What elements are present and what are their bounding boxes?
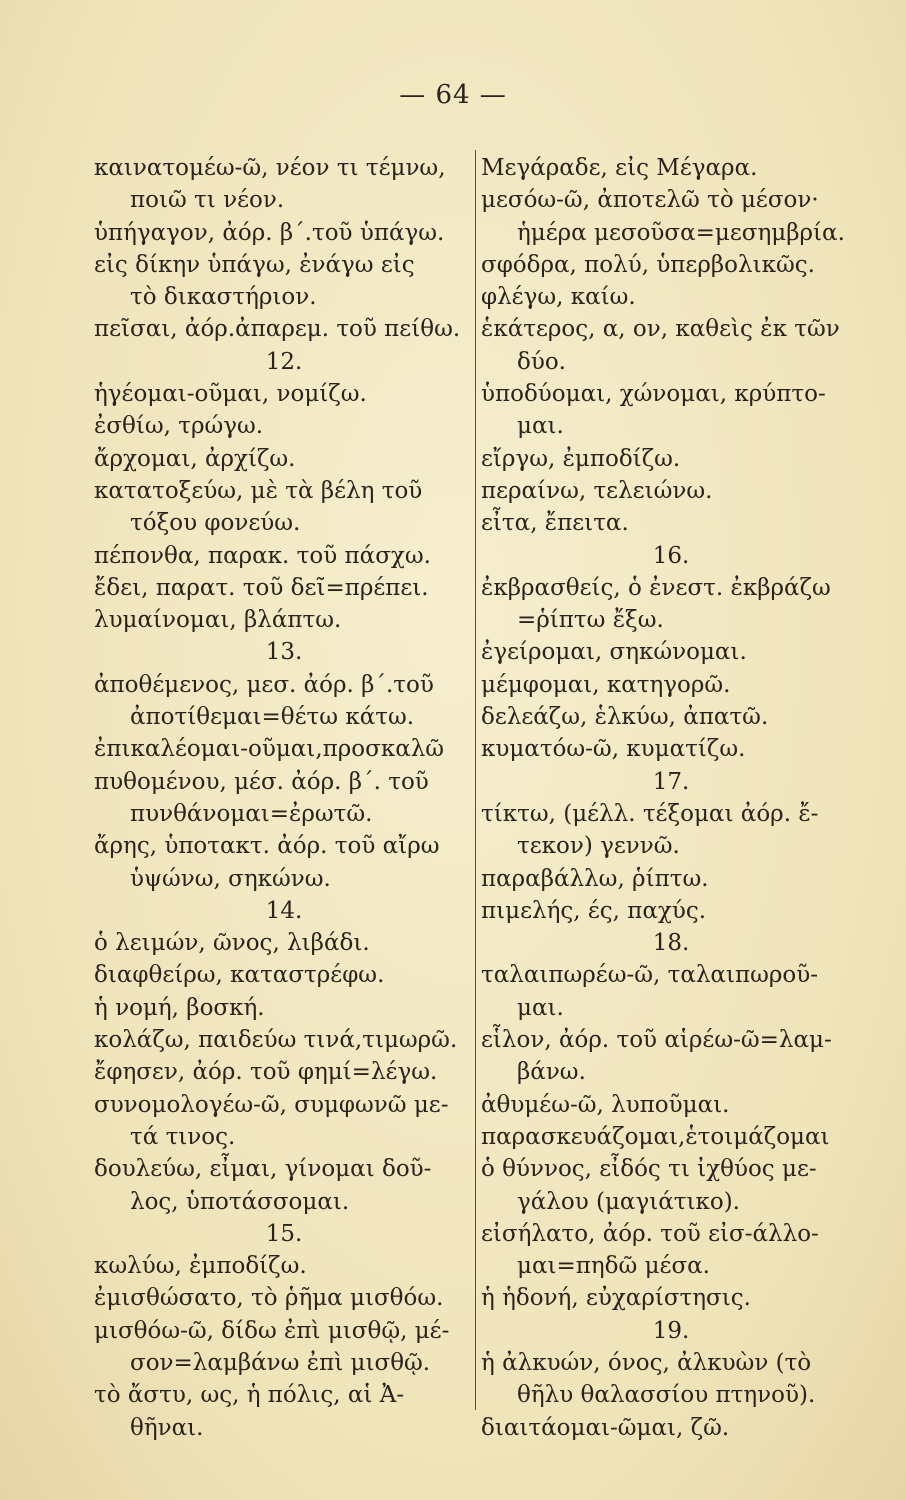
glossary-line: =ῥίπτω ἔξω.	[517, 607, 664, 634]
glossary-line: πέπονθα, παρακ. τοῦ πάσχω.	[94, 542, 431, 569]
glossary-line: πιμελής, ές, παχύς.	[481, 897, 707, 924]
glossary-line: ἀποτίθεμαι=θέτω κάτω.	[130, 704, 415, 731]
glossary-line: ἡ ἡδονή, εὐχαρίστησις.	[481, 1285, 751, 1312]
glossary-line: ὁ θύννος, εἶδός τι ἰχθύος με-	[481, 1156, 817, 1183]
glossary-line: ἐπικαλέομαι-οῦμαι,προσκαλῶ	[94, 736, 445, 763]
glossary-line: φλέγω, καίω.	[481, 284, 636, 311]
glossary-line: κωλύω, ἐμποδίζω.	[94, 1253, 307, 1280]
glossary-line: ἀποθέμενος, μεσ. ἀόρ. β΄.τοῦ	[94, 671, 434, 698]
left-column	[94, 152, 474, 1444]
glossary-line: ἄρχομαι, ἀρχίζω.	[94, 445, 296, 472]
glossary-line: μαι.	[517, 413, 564, 440]
section-number: 12.	[265, 348, 303, 375]
glossary-line: θῆναι.	[130, 1414, 204, 1441]
column-divider	[475, 150, 476, 1410]
section-number: 16.	[652, 542, 690, 569]
glossary-line: μαι=πηδῶ μέσα.	[517, 1253, 710, 1280]
glossary-line: πυθομένου, μέσ. ἀόρ. β΄. τοῦ	[94, 768, 429, 795]
glossary-line: ποιῶ τι νέον.	[130, 187, 285, 214]
glossary-line: τά τινος.	[130, 1123, 236, 1150]
glossary-line: ἔδει, παρατ. τοῦ δεῖ=πρέπει.	[94, 574, 429, 601]
glossary-line: ἡ ἀλκυών, όνος, ἀλκυὼν (τὸ	[481, 1349, 812, 1376]
glossary-line: εἰς δίκην ὑπάγω, ἐνάγω εἰς	[94, 251, 415, 278]
glossary-line: εἰσήλατο, ἀόρ. τοῦ εἰσ-άλλο-	[481, 1220, 819, 1247]
glossary-line: τὸ δικαστήριον.	[130, 284, 317, 311]
glossary-line: εἷλον, ἀόρ. τοῦ αἱρέω-ῶ=λαμ-	[481, 1027, 832, 1054]
section-number: 17.	[652, 768, 690, 795]
glossary-line: παρασκευάζομαι,ἑτοιμάζομαι	[481, 1123, 830, 1150]
glossary-line: ἄρης, ὑποτακτ. ἀόρ. τοῦ αἴρω	[94, 833, 440, 860]
glossary-line: θῆλυ θαλασσίου πτηνοῦ).	[517, 1382, 816, 1409]
glossary-line: ἐσθίω, τρώγω.	[94, 413, 264, 440]
glossary-line: παραβάλλω, ῥίπτω.	[481, 865, 709, 892]
section-number: 19.	[652, 1317, 690, 1344]
glossary-line: ὑψώνω, σηκώνω.	[130, 865, 331, 892]
glossary-line: ὑποδύομαι, χώνομαι, κρύπτο-	[481, 381, 826, 408]
glossary-line: λυμαίνομαι, βλάπτω.	[94, 607, 342, 634]
section-number: 15.	[265, 1220, 303, 1247]
glossary-line: ἡμέρα μεσοῦσα=μεσημβρία.	[517, 219, 845, 246]
glossary-line: ἐμισθώσατο, τὸ ῥῆμα μισθόω.	[94, 1285, 444, 1312]
glossary-line: ἡ νομή, βοσκή.	[94, 994, 265, 1021]
glossary-line: πυνθάνομαι=ἐρωτῶ.	[130, 800, 373, 827]
glossary-line: τὸ ἄστυ, ως, ἡ πόλις, αἱ Ἀ-	[94, 1382, 405, 1409]
glossary-line: δελεάζω, ἑλκύω, ἀπατῶ.	[481, 704, 769, 731]
right-column	[481, 152, 861, 1444]
glossary-line: κατατοξεύω, μὲ τὰ βέλη τοῦ	[94, 477, 423, 504]
glossary-line: μαι.	[517, 994, 564, 1021]
glossary-line: συνομολογέω-ῶ, συμφωνῶ με-	[94, 1091, 449, 1118]
glossary-line: ἐγείρομαι, σηκώνομαι.	[481, 639, 747, 666]
section-number: 13.	[265, 639, 303, 666]
glossary-line: δουλεύω, εἶμαι, γίνομαι δοῦ-	[94, 1156, 432, 1183]
glossary-line: ὁ λειμών, ῶνος, λιβάδι.	[94, 930, 370, 957]
glossary-line: ἔφησεν, ἀόρ. τοῦ φημί=λέγω.	[94, 1059, 438, 1086]
glossary-line: τεκον) γεννῶ.	[517, 833, 680, 860]
glossary-line: ἀθυμέω-ῶ, λυποῦμαι.	[481, 1091, 730, 1118]
glossary-line: ἐκβρασθείς, ὁ ἐνεστ. ἐκβράζω	[481, 574, 831, 601]
glossary-line: μεσόω-ῶ, ἀποτελῶ τὸ μέσον·	[481, 187, 819, 214]
glossary-line: περαίνω, τελειώνω.	[481, 477, 713, 504]
section-number: 14.	[265, 897, 303, 924]
glossary-line: κυματόω-ῶ, κυματίζω.	[481, 736, 746, 763]
glossary-line: Μεγάραδε, εἰς Μέγαρα.	[481, 155, 758, 181]
glossary-line: λος, ὑποτάσσομαι.	[130, 1188, 350, 1215]
glossary-line: διαφθείρω, καταστρέφω.	[94, 962, 385, 989]
glossary-line: ἑκάτερος, α, ον, καθεὶς ἐκ τῶν	[481, 316, 840, 343]
glossary-line: δύο.	[517, 348, 566, 375]
glossary-line: διαιτάομαι-ῶμαι, ζῶ.	[481, 1414, 730, 1441]
section-number: 18.	[652, 930, 690, 957]
glossary-line: γάλου (μαγιάτικο).	[517, 1188, 740, 1215]
glossary-line: εἴργω, ἐμποδίζω.	[481, 445, 681, 472]
glossary-line: εἶτα, ἔπειτα.	[481, 510, 629, 537]
glossary-line: κολάζω, παιδεύω τινά,τιμωρῶ.	[94, 1027, 458, 1054]
glossary-line: τίκτω, (μέλλ. τέξομαι ἀόρ. ἔ-	[481, 800, 819, 827]
glossary-line: πεῖσαι, ἀόρ.ἀπαρεμ. τοῦ πείθω.	[94, 316, 461, 343]
glossary-line: βάνω.	[517, 1059, 586, 1086]
glossary-line: ἡγέομαι-οῦμαι, νομίζω.	[94, 381, 367, 408]
glossary-line: καινατομέω-ῶ, νέον τι τέμνω,	[94, 155, 446, 181]
glossary-line: σον=λαμβάνω ἐπὶ μισθῷ.	[130, 1349, 431, 1376]
glossary-line: σφόδρα, πολύ, ὑπερβολικῶς.	[481, 251, 815, 278]
glossary-line: μέμφομαι, κατηγορῶ.	[481, 671, 731, 698]
glossary-line: ταλαιπωρέω-ῶ, ταλαιπωροῦ-	[481, 962, 818, 989]
glossary-line: μισθόω-ῶ, δίδω ἐπὶ μισθῷ, μέ-	[94, 1317, 450, 1344]
glossary-line: τόξου φονεύω.	[130, 510, 301, 537]
glossary-line: ὑπήγαγον, ἀόρ. β΄.τοῦ ὑπάγω.	[94, 219, 445, 246]
page-number: — 64 —	[399, 80, 507, 110]
